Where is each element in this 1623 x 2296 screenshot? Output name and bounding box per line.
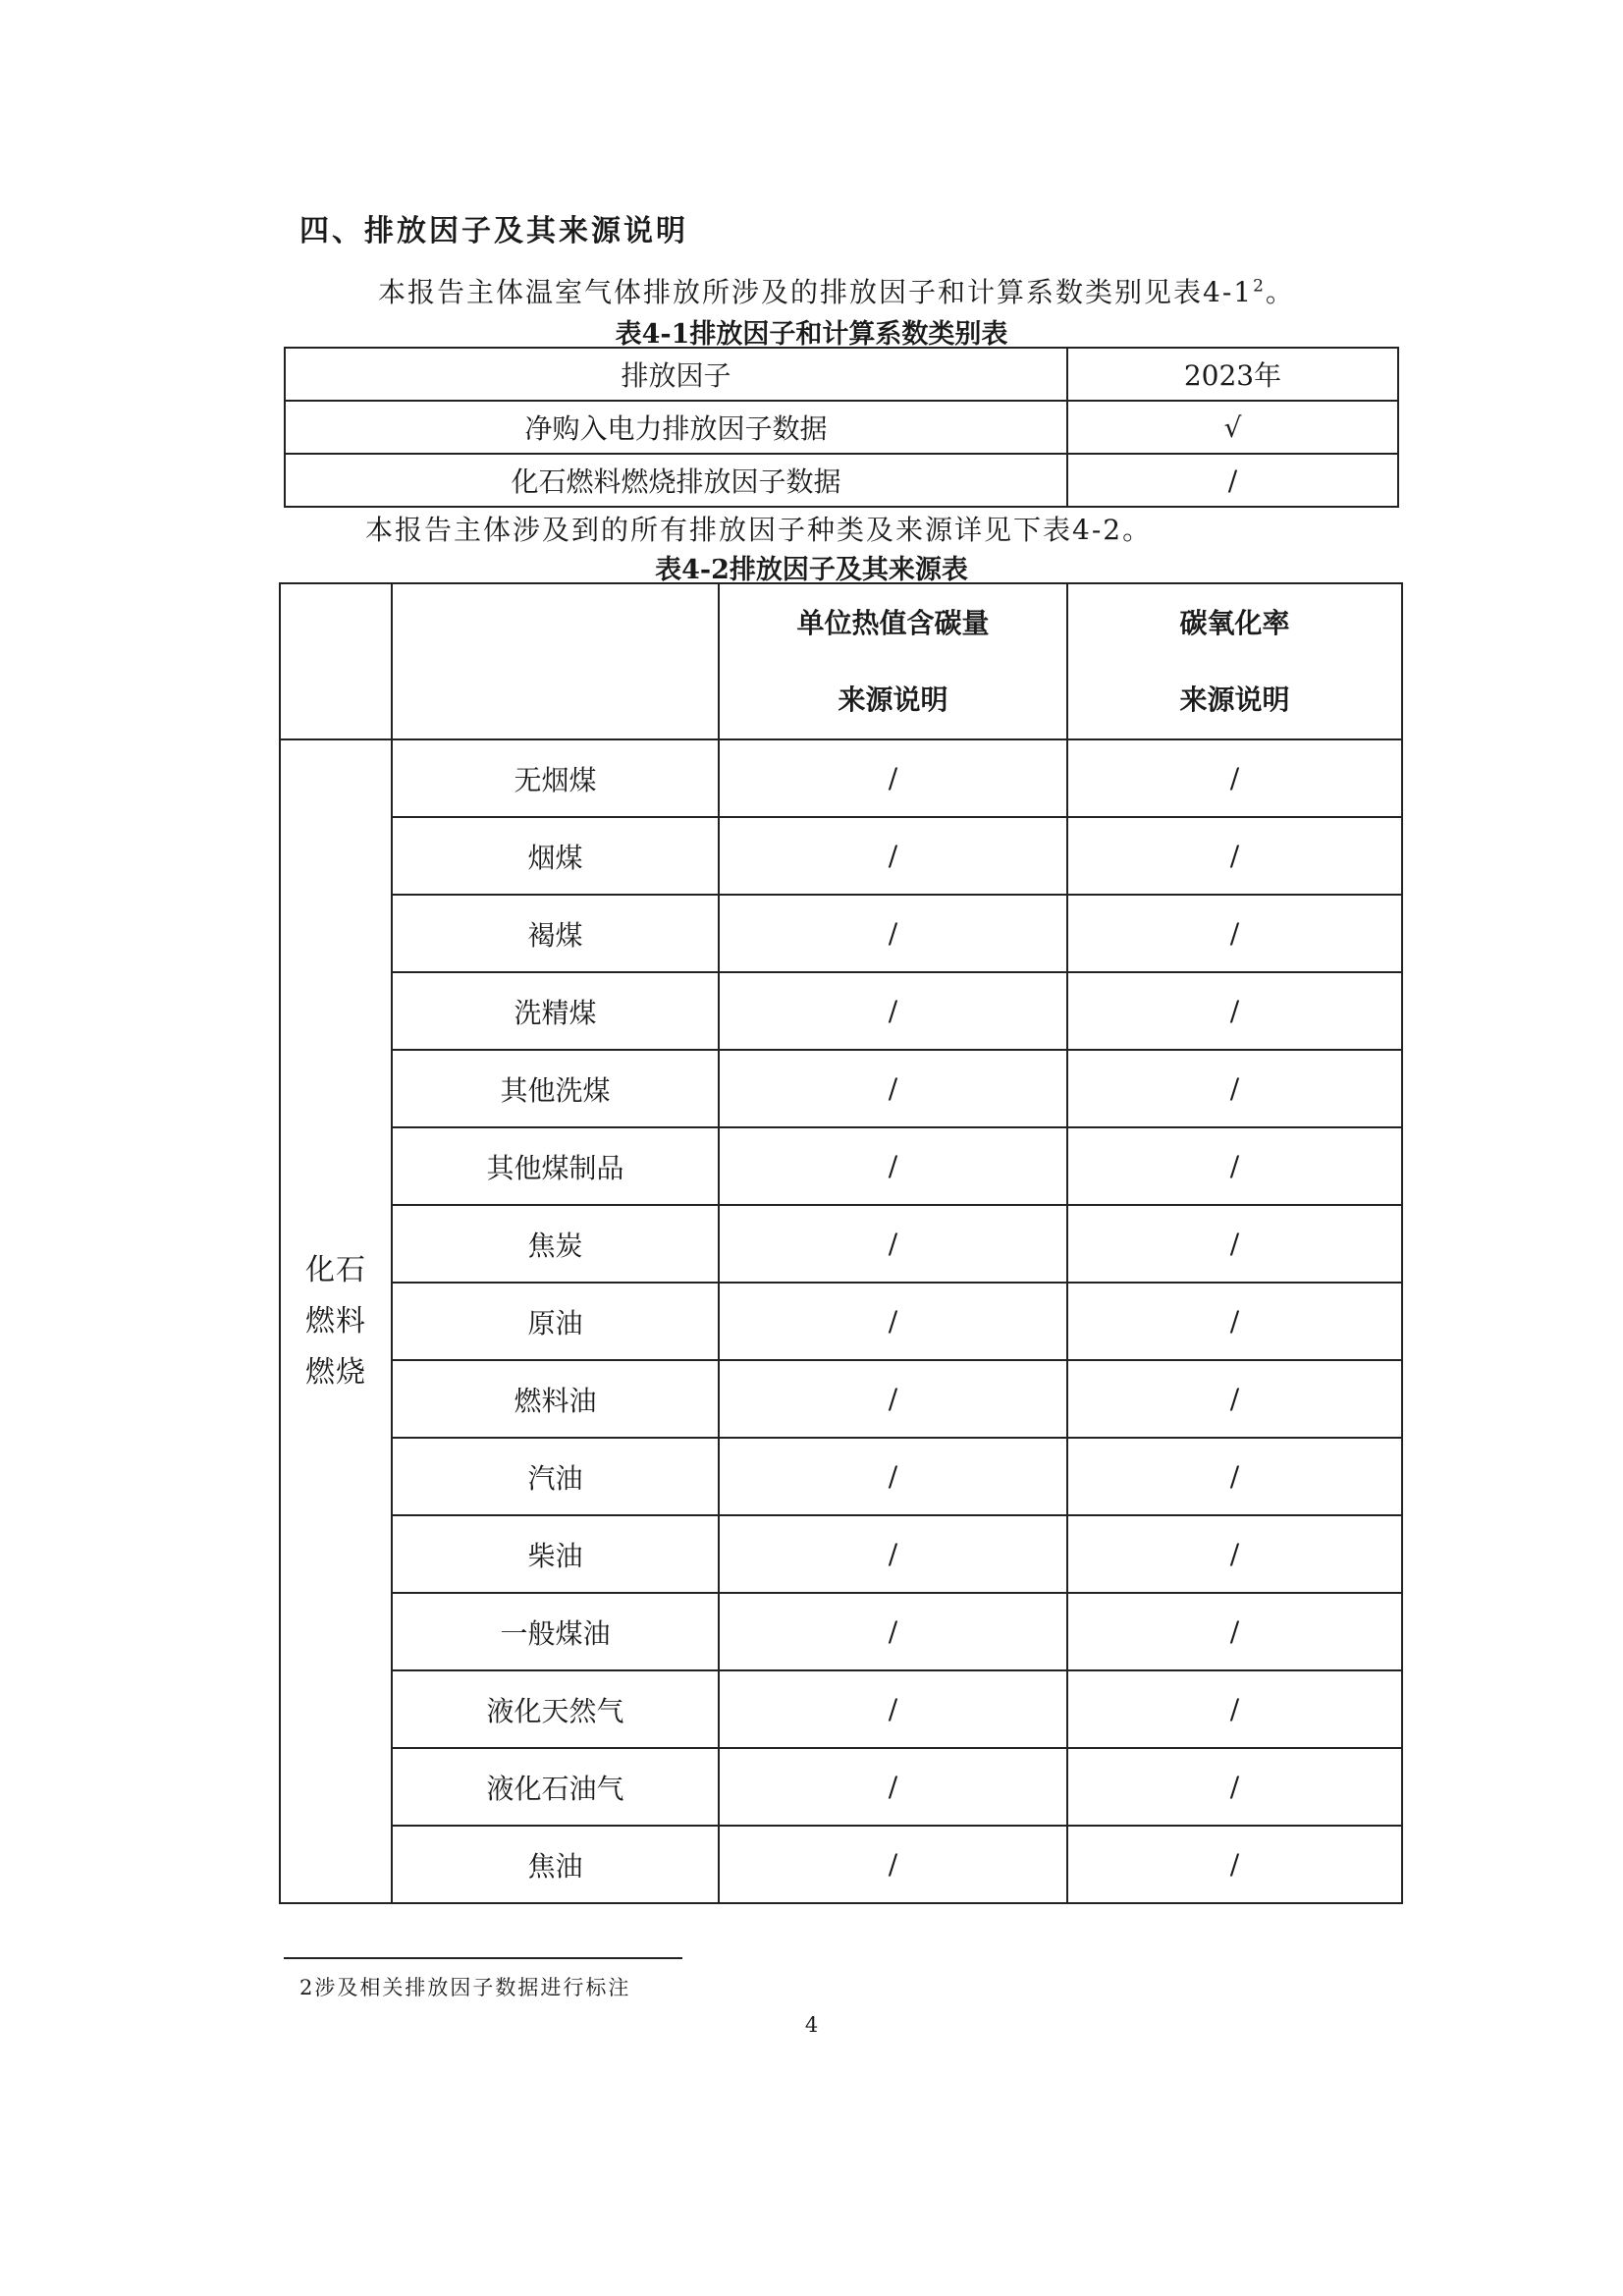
factor-value: / [1067,454,1398,507]
fuel-name: 褐煤 [392,895,719,972]
fuel-name: 其他洗煤 [392,1050,719,1127]
factor-value: √ [1067,401,1398,454]
fuel-name: 洗精煤 [392,972,719,1050]
header-empty-1 [280,583,392,739]
section-heading: 四、排放因子及其来源说明 [299,214,688,248]
fuel-name: 烟煤 [392,817,719,895]
fuel-name: 柴油 [392,1515,719,1593]
factor-name: 化石燃料燃烧排放因子数据 [285,454,1067,507]
carbon-source: / [719,739,1067,817]
paragraph-2: 本报告主体涉及到的所有排放因子种类及来源详见下表4-2。 [365,514,1153,546]
category-line: 化石 [305,1252,366,1287]
intro-paragraph [378,271,1295,310]
fuel-name: 一般煤油 [392,1593,719,1670]
table-row [280,1515,1402,1593]
footnote-divider [284,1957,682,1959]
carbon-source: / [719,1438,1067,1515]
emission-factor-category-table [284,347,1399,508]
oxidation-source: / [1067,1438,1402,1515]
header-carbon-content [719,583,1067,739]
category-line: 燃烧 [305,1354,366,1390]
carbon-source: / [719,1127,1067,1205]
header-factor: 排放因子 [285,348,1067,401]
category-line: 燃料 [305,1303,366,1339]
carbon-source: / [719,972,1067,1050]
header-year: 2023年 [1067,348,1398,401]
oxidation-source: / [1067,972,1402,1050]
oxidation-source: / [1067,817,1402,895]
header-oxidation-line-1: 碳氧化率 [1179,606,1290,639]
table-row [280,1826,1402,1903]
oxidation-source: / [1067,1670,1402,1748]
factor-name: 净购入电力排放因子数据 [285,401,1067,454]
page-number: 4 [804,2013,819,2037]
table-row [280,1050,1402,1127]
header-oxidation-line-2: 来源说明 [1179,683,1290,716]
fuel-name: 燃料油 [392,1360,719,1438]
table2-caption: 表4-2排放因子及其来源表 [655,555,968,585]
oxidation-source: / [1067,1748,1402,1826]
header-carbon-line-1: 单位热值含碳量 [796,606,990,639]
oxidation-source: / [1067,1360,1402,1438]
fuel-name: 原油 [392,1283,719,1360]
intro-text: 本报告主体温室气体排放所涉及的排放因子和计算系数类别见表4-1 [378,276,1254,308]
carbon-source: / [719,817,1067,895]
table-row [280,1127,1402,1205]
table1-caption: 表4-1排放因子和计算系数类别表 [615,319,1008,350]
carbon-source: / [719,1360,1067,1438]
oxidation-source: / [1067,895,1402,972]
header-oxidation-rate [1067,583,1402,739]
table-row [280,1360,1402,1438]
oxidation-source: / [1067,739,1402,817]
oxidation-source: / [1067,1283,1402,1360]
carbon-source: / [719,1205,1067,1283]
table-row [280,972,1402,1050]
fuel-name: 无烟煤 [392,739,719,817]
carbon-source: / [719,1670,1067,1748]
fuel-name: 液化天然气 [392,1670,719,1748]
table-header-row [285,348,1398,401]
header-carbon-line-2: 来源说明 [838,683,948,716]
table-row [280,895,1402,972]
intro-end: 。 [1265,276,1295,308]
carbon-source: / [719,1050,1067,1127]
fuel-name: 其他煤制品 [392,1127,719,1205]
carbon-source: / [719,1826,1067,1903]
header-empty-2 [392,583,719,739]
table-row [285,454,1398,507]
table-row [280,739,1402,817]
oxidation-source: / [1067,1515,1402,1593]
table-row [280,1593,1402,1670]
carbon-source: / [719,1748,1067,1826]
oxidation-source: / [1067,1826,1402,1903]
carbon-source: / [719,1283,1067,1360]
table-row [280,1748,1402,1826]
table-row [280,1438,1402,1515]
footnote-marker[interactable]: 2 [1253,276,1266,297]
table-row [285,401,1398,454]
table-row [280,1670,1402,1748]
table-header-row [280,583,1402,739]
fuel-name: 汽油 [392,1438,719,1515]
table-row [280,817,1402,895]
fuel-name: 焦炭 [392,1205,719,1283]
fuel-name: 焦油 [392,1826,719,1903]
oxidation-source: / [1067,1205,1402,1283]
category-cell [280,739,392,1903]
oxidation-source: / [1067,1127,1402,1205]
carbon-source: / [719,1515,1067,1593]
carbon-source: / [719,895,1067,972]
footnote-text: 2涉及相关排放因子数据进行标注 [299,1976,631,1999]
table-row [280,1283,1402,1360]
carbon-source: / [719,1593,1067,1670]
table-row [280,1205,1402,1283]
oxidation-source: / [1067,1050,1402,1127]
oxidation-source: / [1067,1593,1402,1670]
emission-factor-source-table [279,582,1403,1904]
fuel-name: 液化石油气 [392,1748,719,1826]
